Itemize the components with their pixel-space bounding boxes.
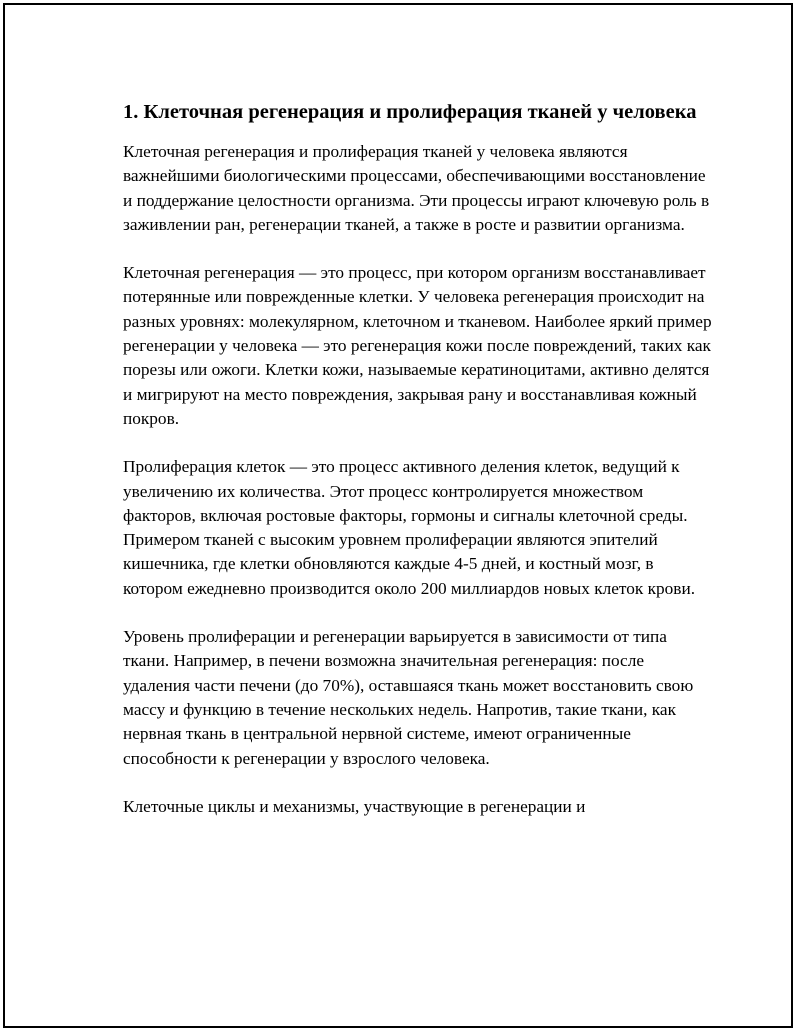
paragraph-intro: Клеточная регенерация и пролиферация тканей у человека являются важнейшими биологическими процессами, обеспечивающими восстановление и поддержание целостности организма. Эти процессы играют ключевую роль в заживлении ран, регенерации тканей, а также в росте и развитии организма. (123, 142, 710, 234)
page-frame (3, 3, 793, 1028)
paragraph-proliferation: Пролиферация клеток — это процесс активного деления клеток, ведущий к увеличению их количества. Этот процесс контролируется множеством факторов, включая ростовые факторы, гормоны и сигналы клеточной среды. Примером тканей с высоким уровнем пролиферации являются эпителий кишечника, где клетки обновляются каждые 4-5 дней, и костный мозг, в котором ежедневно производится около 200 миллиардов новых клеток крови. (123, 457, 696, 598)
paragraph-cell-cycles: Клеточные циклы и механизмы, участвующие в регенерации и (123, 796, 586, 816)
paragraph-tissue-variation: Уровень пролиферации и регенерации варьируется в зависимости от типа ткани. Например, в печени возможна значительная регенерация: после удаления части печени (до 70%), оставшаяся ткань может восстановить свою массу и функцию в течение нескольких недель. Напротив, такие ткани, как нервная ткань в центральной нервной системе, имеют ограниченные способности к регенерации у взрослого человека. (123, 627, 694, 768)
section-title: 1. Клеточная регенерация и пролиферация тканей у человека (123, 101, 697, 123)
document-body (123, 99, 713, 843)
paragraph-regeneration: Клеточная регенерация — это процесс, при котором организм восстанавливает потерянные или поврежденные клетки. У человека регенерация происходит на разных уровнях: молекулярном, клеточном и тканевом. Наиболее яркий пример регенерации у человека — это регенерация кожи после повреждений, таких как порезы или ожоги. Клетки кожи, называемые кератиноцитами, активно делятся и мигрируют на место повреждения, закрывая рану и восстанавливая кожный покров. (123, 263, 712, 428)
